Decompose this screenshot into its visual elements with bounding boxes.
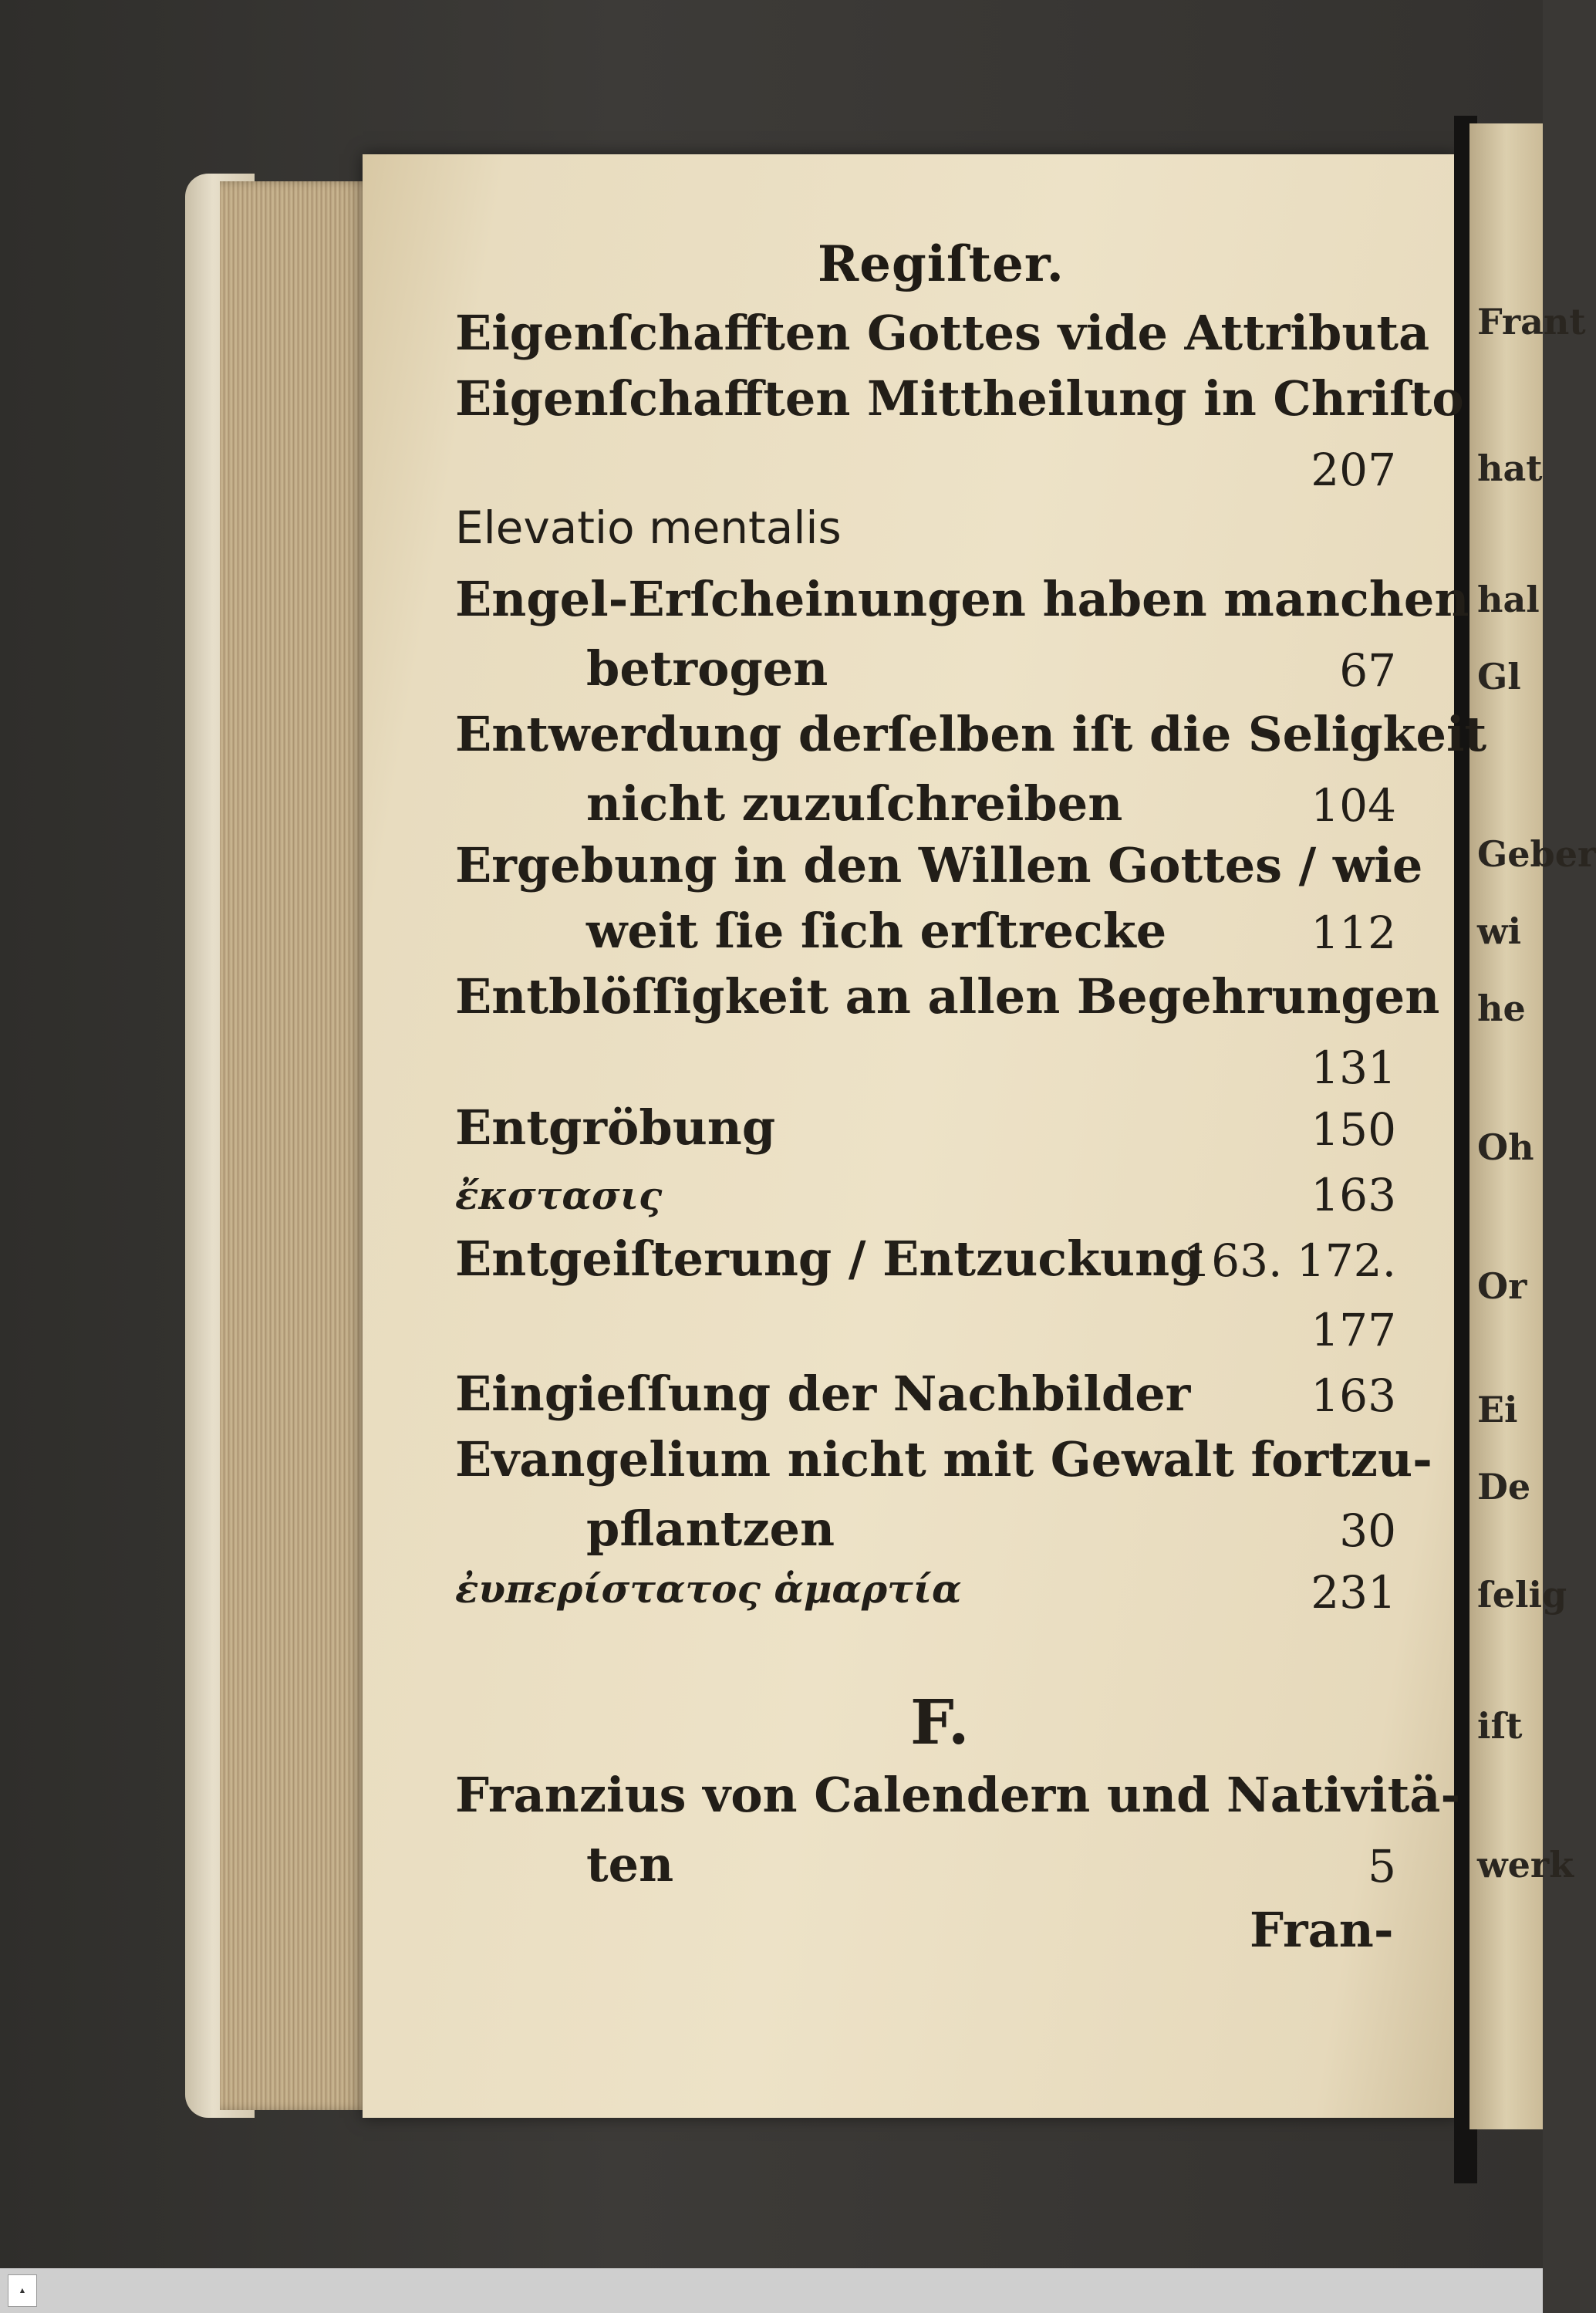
page-number: 163. 172.	[1183, 1234, 1396, 1287]
fragment-text: ſelig	[1477, 1574, 1567, 1616]
index-entry-continuation: nicht zuzuſchreiben	[586, 775, 1123, 832]
index-entry: Evangelium nicht mit Gewalt fortzu-	[455, 1431, 1432, 1487]
fragment-text: hat	[1477, 447, 1543, 489]
page-stack	[220, 181, 382, 2110]
next-page-fragment	[1469, 123, 1596, 2129]
page-number: 150	[1311, 1103, 1396, 1156]
index-entry: Eigenſchafften Mittheilung in Chriſto	[455, 370, 1464, 427]
page-number: 177	[1311, 1304, 1396, 1356]
fragment-text: hal	[1477, 579, 1540, 620]
viewer-footer-bar	[0, 2268, 1543, 2313]
page-number: 163	[1311, 1369, 1396, 1422]
index-entry: Entblöſſigkeit an allen Begehrungen	[455, 968, 1440, 1025]
page-header: Regiſter.	[818, 235, 1065, 293]
index-entry: Entgröbung	[455, 1099, 776, 1156]
index-entry: Ergebung in den Willen Gottes / wie	[455, 837, 1423, 893]
page-number: 131	[1311, 1042, 1396, 1094]
index-entry: Entgeiſterung / Entzuckung	[455, 1231, 1203, 1287]
index-entry: Franzius von Calendern und Nativitä-	[455, 1767, 1461, 1823]
index-entry-continuation: ten	[586, 1836, 674, 1893]
index-entry: Eingieſſung der Nachbilder	[455, 1366, 1191, 1422]
catchword: Fran-	[1250, 1902, 1394, 1958]
page-number: 30	[1339, 1504, 1396, 1557]
page-number: 231	[1311, 1566, 1396, 1619]
page-number: 67	[1339, 644, 1396, 697]
index-entry-continuation: pflantzen	[586, 1501, 835, 1557]
page-number: 5	[1368, 1840, 1396, 1893]
library-logo-icon: ▲	[8, 2274, 37, 2307]
index-entry: ἔκστασις	[455, 1173, 663, 1218]
page-number: 207	[1311, 444, 1396, 496]
index-entry: Entwerdung derſelben iſt die Seligkeit	[455, 706, 1487, 762]
index-entry-continuation: betrogen	[586, 640, 828, 697]
index-entry: Engel-Erſcheinungen haben manchen	[455, 571, 1469, 627]
fragment-text: Geber	[1477, 833, 1596, 875]
index-entry: Elevatio mentalis	[455, 501, 842, 554]
page-number: 163	[1311, 1169, 1396, 1221]
fragment-text: Frant	[1477, 301, 1586, 343]
fragment-text: Oh	[1477, 1126, 1534, 1168]
fragment-text: iſt	[1477, 1705, 1523, 1747]
page-number: 104	[1311, 779, 1396, 832]
index-entry: ἐυπερίστατος ἁμαρτία	[455, 1566, 962, 1612]
fragment-text: De	[1477, 1466, 1531, 1508]
fragment-text: werk	[1477, 1844, 1574, 1886]
fragment-text: Or	[1477, 1265, 1527, 1307]
fragment-text: Ei	[1477, 1389, 1518, 1430]
index-entry: Eigenſchafften Gottes vide Attributa	[455, 305, 1430, 361]
index-entry-continuation: weit ſie ſich erſtrecke	[586, 903, 1167, 959]
fragment-text: he	[1477, 988, 1526, 1029]
section-letter: F.	[910, 1686, 970, 1758]
fragment-text: wi	[1477, 910, 1522, 952]
fragment-text: Gl	[1477, 656, 1521, 697]
page-number: 112	[1311, 907, 1396, 959]
